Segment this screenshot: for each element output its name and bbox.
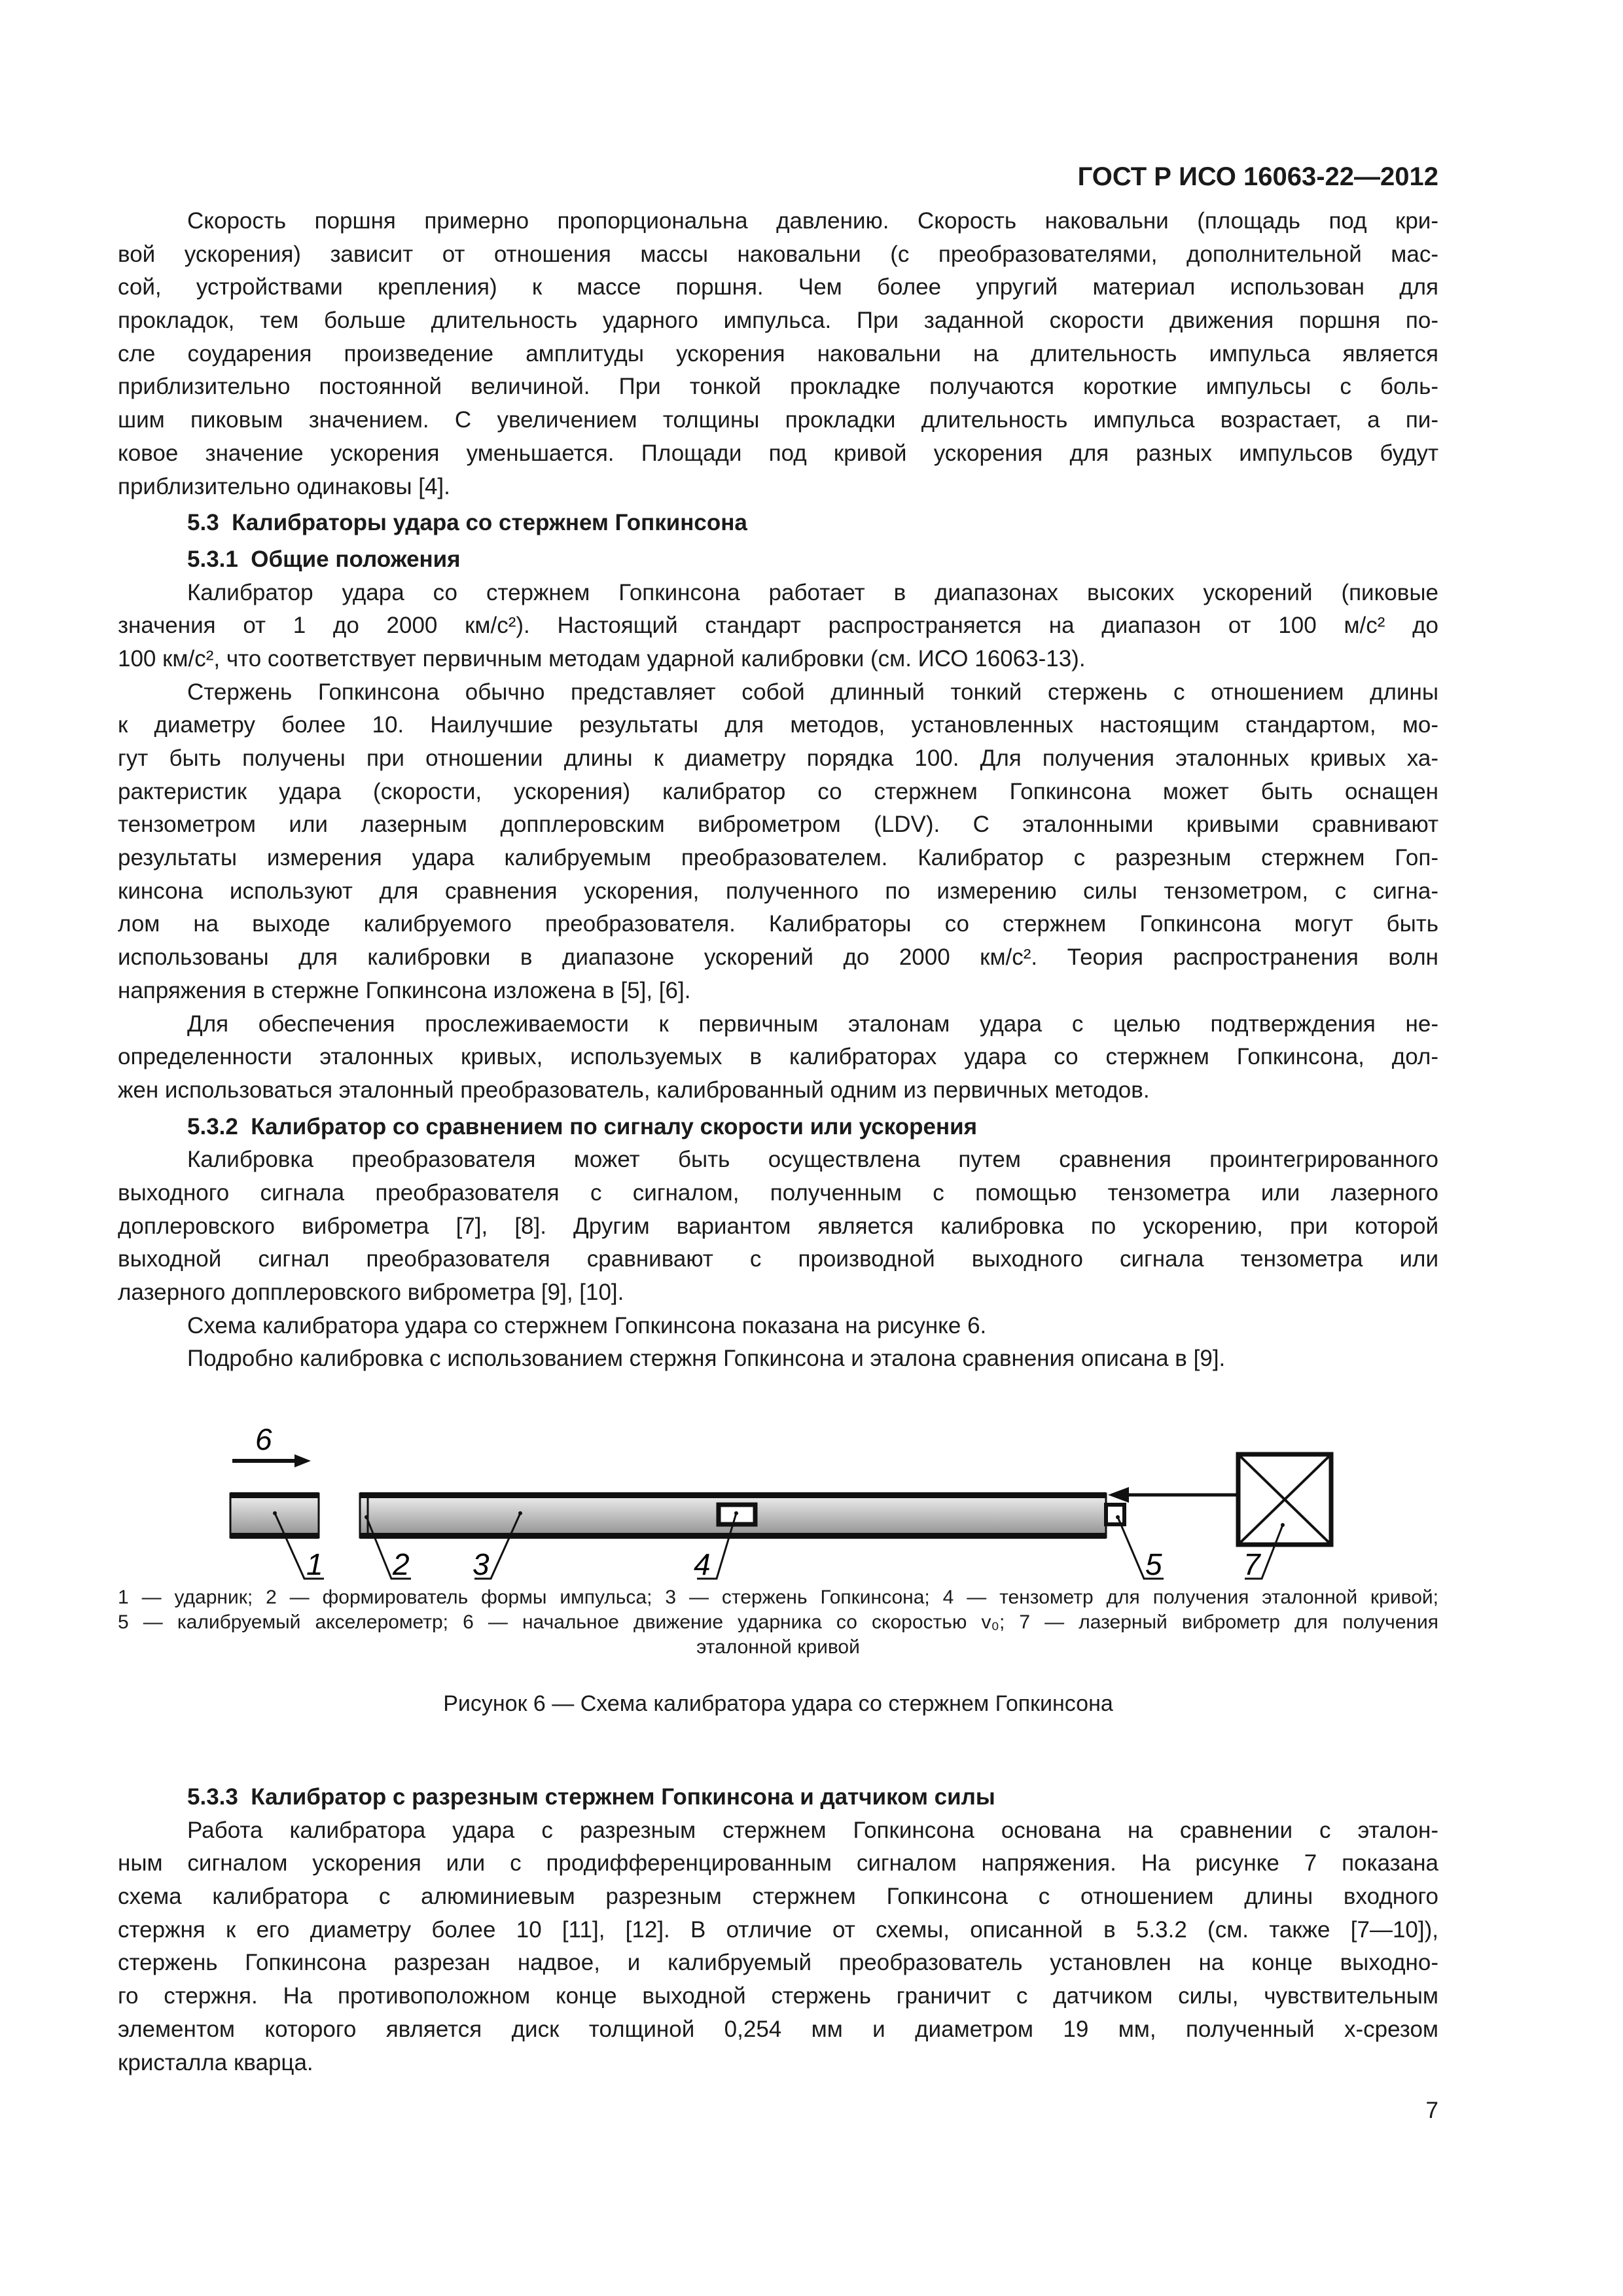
text-line: сой, устройствами крепления) к массе поршня. Чем более упругий материал использован для xyxy=(118,274,1438,300)
motion-arrow-icon xyxy=(232,1454,311,1467)
text-line: Подробно калибровка с использованием стержня Гопкинсона и эталона сравнения описана в [9]. xyxy=(187,1346,1226,1372)
text-line: Схема калибратора удара со стержнем Гопкинсона показана на рисунке 6. xyxy=(187,1312,987,1338)
legend-line: 1 — ударник; 2 — формирователь формы импульса; 3 — стержень Гопкинсона; 4 — тензометр для получения эталонной кривой; xyxy=(118,1587,1438,1608)
paragraph xyxy=(118,1814,1438,2080)
body-upper xyxy=(118,205,1438,1376)
label-6: 6 xyxy=(255,1422,272,1456)
text-line: выходного сигнала преобразователя с сигналом, полученным с помощью тензометра или лазерного xyxy=(118,1179,1438,1206)
text-line: доплеровского виброметра [7], [8]. Другим вариантом является калибровка по ускорению, при которой xyxy=(118,1213,1438,1239)
laser-vibrometer xyxy=(1238,1454,1331,1545)
text-line: шим пиковым значением. С увеличением толщины прокладки длительность импульса возрастает, а пи- xyxy=(118,407,1438,433)
page-number: 7 xyxy=(1425,2098,1438,2123)
label-7: 7 xyxy=(1243,1547,1260,1581)
text-line: ковое значение ускорения уменьшается. Площади под кривой ускорения для разных импульсов будут xyxy=(118,440,1438,466)
text-line: го стержня. На противоположном конце выходной стержень граничит с датчиком силы, чувствительным xyxy=(118,1983,1438,2009)
label-5: 5 xyxy=(1145,1547,1162,1581)
text-line: 100 км/с², что соответствует первичным методам ударной калибровки (см. ИСО 16063-13). xyxy=(118,645,1086,672)
text-line: кристалла кварца. xyxy=(118,2049,313,2075)
text-line: напряжения в стержне Гопкинсона изложена в [5], [6]. xyxy=(118,977,691,1003)
paragraph xyxy=(118,1310,1438,1343)
section-heading-5-3-1: 5.3.1 Общие положения xyxy=(187,546,461,572)
legend-line: эталонной кривой xyxy=(696,1636,860,1658)
text-line: Калибратор удара со стержнем Гопкинсона работает в диапазонах высоких ускорений (пиковые xyxy=(187,579,1438,605)
label-1: 1 xyxy=(306,1547,323,1581)
body-lower xyxy=(118,1778,1438,2079)
label-3: 3 xyxy=(473,1547,490,1581)
text-line: прокладок, тем больше длительность ударного импульса. При заданной скорости движения поршня по- xyxy=(118,308,1438,334)
paragraph xyxy=(118,205,1438,503)
section-heading-5-3: 5.3 Калибраторы удара со стержнем Гопкинсона xyxy=(187,510,747,536)
text-line: лом на выходе калибруемого преобразователя. Калибраторы со стержнем Гопкинсона могут быть xyxy=(118,911,1438,937)
text-line: Скорость поршня примерно пропорциональна давлению. Скорость наковальни (площадь под кри- xyxy=(187,208,1438,234)
text-line: приблизительно постоянной величиной. При тонкой прокладке получаются короткие импульсы с боль- xyxy=(118,374,1438,400)
section-heading-5-3-2: 5.3.2 Калибратор со сравнением по сигналу скорости или ускорения xyxy=(187,1113,978,1139)
text-line: схема калибратора с алюминиевым разрезным стержнем Гопкинсона с отношением длины входного xyxy=(118,1884,1438,1910)
paragraph xyxy=(118,1008,1438,1107)
paragraph xyxy=(118,1342,1438,1376)
text-line: использованы для калибровки в диапазоне ускорений до 2000 км/с². Теория распространения волн xyxy=(118,944,1438,971)
figure-legend xyxy=(118,1585,1438,1660)
text-line: выходной сигнал преобразователя сравнивают с производной выходного сигнала тензометра или xyxy=(118,1246,1438,1272)
text-line: лазерного допплеровского виброметра [9], [10]. xyxy=(118,1280,624,1305)
text-line: рактеристик удара (скорости, ускорения) калибратор со стержнем Гопкинсона может быть оснащен xyxy=(118,778,1438,804)
label-4: 4 xyxy=(694,1547,711,1581)
striker xyxy=(230,1494,319,1537)
legend-line: 5 — калибруемый акселерометр; 6 — начальное движение ударника со скоростью v₀; 7 — лазерный виброметр для получения xyxy=(118,1611,1438,1633)
paragraph xyxy=(118,1143,1438,1309)
document-header: ГОСТ Р ИСО 16063-22—2012 xyxy=(1077,162,1438,191)
text-line: результаты измерения удара калибруемым преобразователем. Калибратор с разрезным стержнем Гоп- xyxy=(118,845,1438,871)
label-2: 2 xyxy=(393,1547,410,1581)
text-line: Стержень Гопкинсона обычно представляет собой длинный тонкий стержень с отношением длины xyxy=(187,679,1438,705)
accelerometer xyxy=(1106,1505,1124,1524)
text-line: гут быть получены при отношении длины к диаметру порядка 100. Для получения эталонных кривых ха- xyxy=(118,745,1438,771)
text-line: стержня к его диаметру более 10 [11], [12]. В отличие от схемы, описанной в 5.3.2 (см. также [7—10]), xyxy=(118,1916,1438,1943)
section-heading-5-3-3: 5.3.3 Калибратор с разрезным стержнем Гопкинсона и датчиком силы xyxy=(187,1784,995,1810)
text-line: Работа калибратора удара с разрезным стержнем Гопкинсона основана на сравнении с эталон- xyxy=(187,1817,1438,1843)
text-line: Калибровка преобразователя может быть осуществлена путем сравнения проинтегрированного xyxy=(187,1147,1438,1173)
text-line: тензометром или лазерным допплеровским виброметром (LDV). С эталонными кривыми сравнивают xyxy=(118,812,1438,838)
text-line: определенности эталонных кривых, используемых в калибраторах удара со стержнем Гопкинсона, дол- xyxy=(118,1044,1438,1070)
text-line: вой ускорения) зависит от отношения массы наковальни (с преобразователями, дополнительной мас- xyxy=(118,241,1438,267)
paragraph xyxy=(118,676,1438,1008)
text-line: элементом которого является диск толщиной 0,254 мм и диаметром 19 мм, полученный х-срезом xyxy=(118,2016,1438,2042)
text-line: кинсона используют для сравнения ускорения, полученного по измерению силы тензометром, с сигна- xyxy=(118,878,1438,904)
text-line: ным сигналом ускорения или с продифференцированным сигналом напряжения. На рисунке 7 показана xyxy=(118,1850,1438,1876)
text-line: приблизительно одинаковы [4]. xyxy=(118,473,450,499)
text-line: сле соударения произведение амплитуды ускорения наковальни на длительность импульса является xyxy=(118,340,1438,367)
figure-caption: Рисунок 6 — Схема калибратора удара со стержнем Гопкинсона xyxy=(443,1691,1113,1716)
text-line: к диаметру более 10. Наилучшие результаты для методов, установленных настоящим стандартом, мо- xyxy=(118,712,1438,738)
text-line: Для обеспечения прослеживаемости к первичным эталонам удара с целью подтверждения не- xyxy=(187,1011,1438,1037)
text-line: значения от 1 до 2000 км/с²). Настоящий стандарт распространяется на диапазон от 100 м/с² до xyxy=(118,613,1438,639)
figure-6-diagram xyxy=(0,1414,1623,1590)
text-line: стержень Гопкинсона разрезан надвое, и калибруемый преобразователь установлен на конце выходно- xyxy=(118,1950,1438,1976)
laser-beam-arrow-icon xyxy=(1108,1487,1129,1503)
paragraph xyxy=(118,577,1438,676)
text-line: жен использоваться эталонный преобразователь, калиброванный одним из первичных методов. xyxy=(118,1077,1150,1103)
